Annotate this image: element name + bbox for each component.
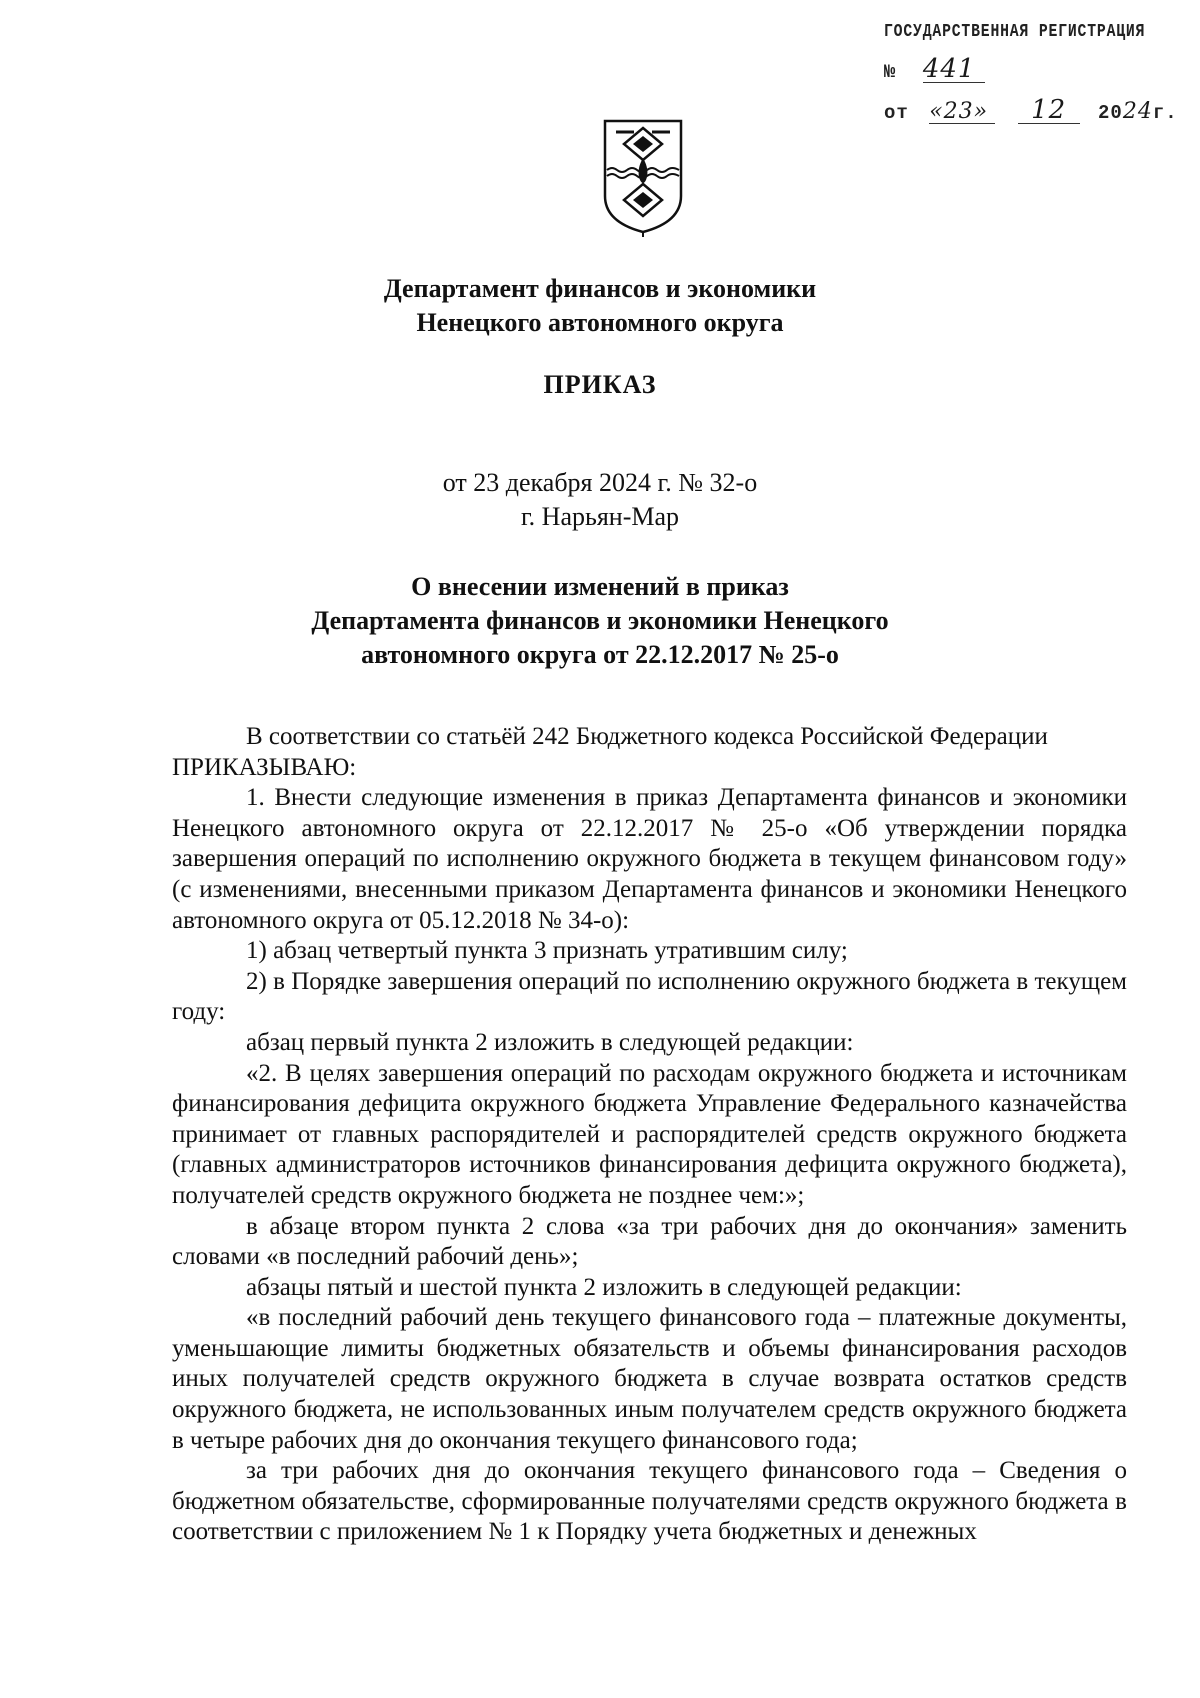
stamp-number-row [884, 56, 1174, 83]
document-meta [0, 466, 1200, 534]
organization-name [0, 272, 1200, 340]
subject-line-2: Департамента финансов и экономики Ненецкого [311, 606, 889, 635]
stamp-date-year-suffix: 24 [1122, 99, 1153, 124]
stamp-number-label: № [884, 61, 897, 83]
body-paragraph: за три рабочих дня до окончания текущего финансового года – Сведения о бюджетном обязательстве, сформированные получателями средств окружного бюджета в соответствии с приложением № 1 к Порядку учета бюджетных и денежных [172, 1457, 1127, 1546]
stamp-date-year-end: г. [1152, 102, 1178, 124]
organization-line-2: Ненецкого автономного округа [416, 308, 784, 337]
subject-line-3: автономного округа от 22.12.2017 № 25-о [361, 640, 839, 669]
document-city: г. Нарьян-Мар [520, 502, 680, 531]
organization-line-1: Департамент финансов и экономики [383, 274, 817, 303]
coat-of-arms-icon [602, 118, 684, 238]
body-paragraph: 1. Внести следующие изменения в приказ Департамента финансов и экономики Ненецкого автономного округа от 22.12.2017 № 25-о «Об утверждении порядка завершения операций по исполнению окружного бюджета в текущем финансовом году» (с изменениями, внесенными приказом Департамента финансов и экономики Ненецкого автономного округа от 05.12.2018 № 34-о): [172, 784, 1127, 934]
subject-line-1: О внесении изменений в приказ [411, 572, 789, 601]
stamp-date-row [884, 95, 1178, 125]
stamp-date-day: «23» [929, 101, 995, 124]
stamp-title: ГОСУДАРСТВЕННАЯ РЕГИСТРАЦИЯ [884, 22, 1146, 42]
document-subject [0, 570, 1200, 672]
document-date-number: от 23 декабря 2024 г. № 32-о [442, 468, 758, 497]
body-paragraph: абзацы пятый и шестой пункта 2 изложить в следующей редакции: [246, 1273, 962, 1301]
body-paragraph: 2) в Порядке завершения операций по исполнению окружного бюджета в текущем году: [172, 967, 1127, 1026]
document-type: ПРИКАЗ [543, 370, 657, 399]
body-paragraph: абзац первый пункта 2 изложить в следующей редакции: [246, 1028, 854, 1056]
body-paragraph: В соответствии со статьёй 242 Бюджетного кодекса Российской Федерации [246, 723, 1048, 750]
body-paragraph: «в последний рабочий день текущего финансового года – платежные документы, уменьшающие лимиты бюджетных обязательств и объемы финансирования расходов иных получателей средств окружного бюджета в случае возврата остатков средств окружного бюджета, не использованных иным получателем средств окружного бюджета в четыре рабочих дня до окончания текущего финансового года; [172, 1304, 1127, 1454]
stamp-date-prefix: от [884, 102, 909, 124]
stamp-date-year-prefix: 20 [1098, 102, 1123, 124]
registration-stamp [884, 22, 1178, 125]
stamp-date-month: 12 [1018, 97, 1080, 124]
body-paragraph: ПРИКАЗЫВАЮ: [172, 753, 357, 781]
body-paragraph: в абзаце втором пункта 2 слова «за три рабочих дня до окончания» заменить словами «в последний рабочий день»; [172, 1212, 1127, 1271]
body-paragraph: 1) абзац четвертый пункта 3 признать утратившим силу; [246, 937, 848, 965]
body-paragraph: «2. В целях завершения операций по расходам окружного бюджета и источникам финансирования дефицита окружного бюджета Управление Федерального казначейства принимает от главных распорядителей и распорядителей средств окружного бюджета (главных администраторов источников финансирования дефицита окружного бюджета), получателей средств окружного бюджета не позднее чем:»; [172, 1059, 1127, 1209]
stamp-number-handwritten: 441 [923, 56, 985, 83]
document-body [172, 722, 1127, 1548]
